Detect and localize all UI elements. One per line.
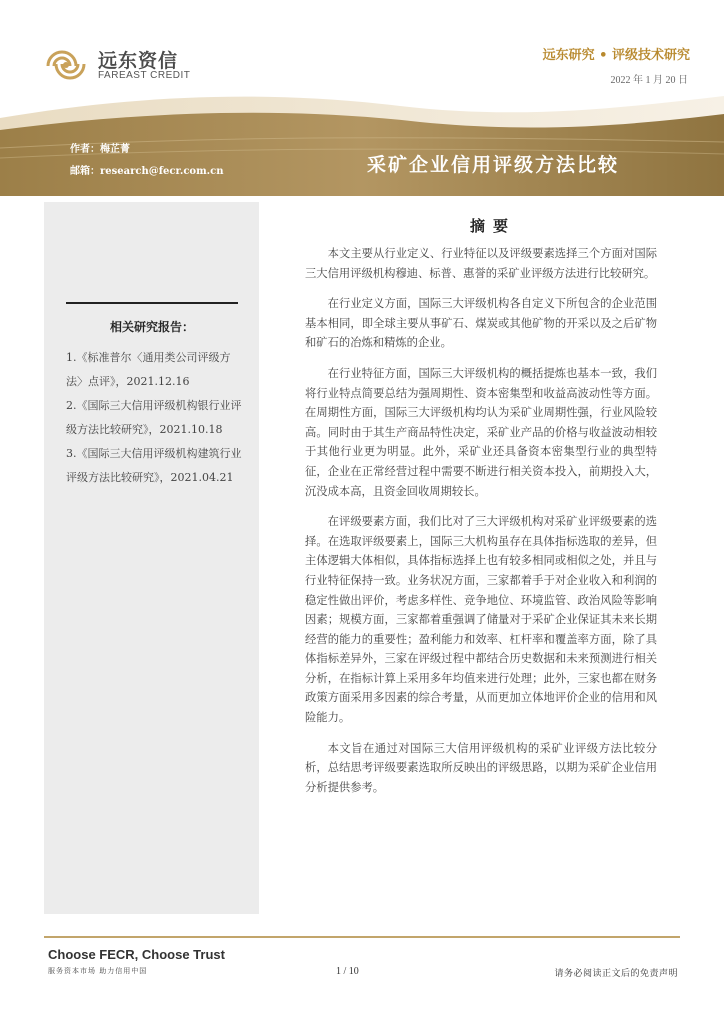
- disclaimer-note: 请务必阅读正文后的免责声明: [554, 969, 678, 979]
- report-title: 采矿企业信用评级方法比较: [366, 154, 619, 176]
- fareast-credit-logo-icon: [40, 44, 92, 84]
- sidebar-divider: [66, 302, 238, 304]
- summary-paragraph: 在行业特征方面，国际三大评级机构的概括提炼也基本一致，我们将行业特点简要总结为强周期性、资本密集型和收益高波动性等方面。在周期性方面，国际三大评级机构均认为采矿业周期性强，行业风险较高。同时由于其生产商品特性决定，采矿业产品的价格与收益波动相较于其他行业更为明显。此外，采矿业还具备资本密集型行业的典型特征，企业在正常经营过程中需要不断进行相关资本投入，前期投入大，沉没成本高，且资金回收周期较长。: [305, 366, 657, 498]
- related-reports-title: 相关研究报告：: [109, 320, 194, 334]
- logo-name-en: FAREAST CREDIT: [98, 70, 191, 81]
- related-report-item[interactable]: 1.《标准普尔〈通用类公司评级方法〉点评》，2021.12.16: [66, 351, 231, 388]
- summary-heading: 摘要: [469, 217, 516, 235]
- summary-paragraph: 本文旨在通过对国际三大信用评级机构的采矿业评级方法比较分析，总结思考评级要素选取所反映出的评级思路，以期为采矿企业信用分析提供参考。: [305, 741, 657, 794]
- page-number: 1 / 10: [336, 966, 359, 977]
- footer-slogan-sub: 服务资本市场 助力信用中国: [48, 967, 148, 975]
- summary-paragraph: 在行业定义方面，国际三大评级机构各自定义下所包含的企业范围基本相同，即全球主要从事矿石、煤炭或其他矿物的开采以及之后矿物和矿石的冶炼和精炼的企业。: [305, 297, 657, 350]
- related-report-item[interactable]: 3.《国际三大信用评级机构建筑行业评级方法比较研究》，2021.04.21: [66, 447, 242, 484]
- report-series: 远东研究 • 评级技术研究: [542, 48, 690, 63]
- email-line[interactable]: 邮箱：research@fecr.com.cn: [70, 166, 224, 177]
- logo-name-cn: 远东资信: [98, 50, 179, 72]
- footer-divider: [44, 936, 680, 938]
- related-report-item[interactable]: 2.《国际三大信用评级机构银行业评级方法比较研究》，2021.10.18: [66, 399, 242, 436]
- report-date: 2022 年 1 月 20 日: [610, 75, 688, 86]
- sidebar-panel: [44, 202, 259, 914]
- summary-paragraph: 在评级要素方面，我们比对了三大评级机构对采矿业评级要素的选择。在选取评级要素上，国际三大机构虽存在具体指标选取的差异，但主体逻辑大体相似，具体指标选择上也有较多相同或相似之处，并且与行业特征保持一致。业务状况方面，三家都着手于对企业收入和利润的稳定性做出评价，考虑多样性、竞争地位、环境监管、政治风险等影响因素；规模方面，三家都着重强调了储量对于采矿企业保证其未来长期经营的能力的重要性；盈利能力和效率、杠杆率和覆盖率方面，除了具体指标差异外，三家在评级过程中都结合历史数据和未来预测进行相关分析，在指标计算上采用多年均值来进行处理；此外，三家也都在财务政策方面采用多因素的综合考量，从而更加立体地评价企业的信用和风险能力。: [305, 515, 657, 725]
- footer-slogan: Choose FECR, Choose Trust: [48, 947, 225, 962]
- summary-paragraph: 本文主要从行业定义、行业特征以及评级要素选择三个方面对国际三大信用评级机构穆迪、标普、惠誉的采矿业评级方法进行比较研究。: [305, 247, 657, 280]
- summary-body: [305, 244, 657, 808]
- author-line: 作者：梅芷菁: [70, 144, 130, 155]
- related-reports-list: [66, 346, 242, 490]
